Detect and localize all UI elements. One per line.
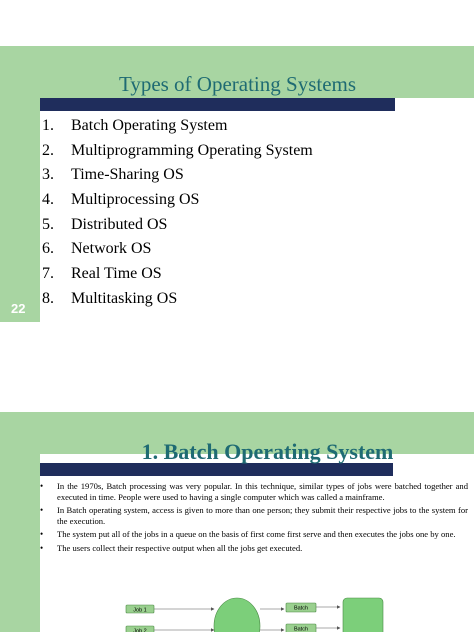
bullet-item [40,481,468,502]
item-label: Batch Operating System [71,117,228,134]
item-number: 4. [42,191,54,209]
list-item [42,237,313,262]
bullet-item [40,543,468,554]
batch-2-label: Batch [293,626,309,632]
job-2-label: Job 2 [133,628,147,632]
slide-title: 1. Batch Operating System [141,439,394,464]
list-item [42,262,313,287]
job-1-label: Job 1 [133,607,147,614]
bullet-text: The system put all of the jobs in a queue on the basis of first come first serve and then executes the jobs one by one. [57,529,456,540]
bullet-list [40,481,468,557]
list-item [42,213,313,238]
list-item [42,188,313,213]
item-label: Real Time OS [71,265,162,283]
bullet-item [40,505,468,526]
os-types-list [42,114,313,312]
item-label: Multiprocessing OS [71,191,200,209]
bullet-icon: • [40,529,44,540]
list-item [42,139,313,164]
list-item [42,163,313,188]
batch-diagram [0,590,474,632]
list-item [42,114,313,139]
item-number: 5. [42,215,54,233]
bullet-text: The users collect their respective output when all the jobs get executed. [57,542,303,553]
bullet-icon: • [40,505,44,516]
slide-title: Types of Operating Systems [118,72,357,96]
system-box [343,598,383,632]
item-label: Distributed OS [71,215,168,233]
item-number: 1. [42,117,54,134]
queue-ellipse [214,598,260,632]
title-underline-bar [40,98,395,111]
item-number: 8. [42,289,54,307]
page-gap [0,332,474,412]
item-label: Network OS [71,240,152,258]
bullet-text: In Batch operating system, access is given to more than one person; they submit their respective jobs to the system for the execution. [57,505,468,526]
list-item [42,287,313,312]
batch-1-label: Batch [293,605,309,612]
bullet-item [40,529,468,540]
item-number: 6. [42,240,54,258]
item-number: 2. [42,141,54,159]
left-accent-bar [0,46,40,322]
item-label: Multitasking OS [71,289,178,307]
bullet-icon: • [40,542,44,553]
slide-batch-os [0,412,474,632]
item-number: 3. [42,166,54,184]
item-label: Time-Sharing OS [71,166,184,184]
bullet-icon: • [40,481,44,491]
item-number: 7. [42,265,54,283]
bullet-text: In the 1970s, Batch processing was very popular. In this technique, similar types of jobs were batched together and executed in time. People were used to having a single computer which was called a mainframe. [57,481,468,502]
slide-number: 22 [11,301,26,316]
item-label: Multiprogramming Operating System [71,141,313,159]
